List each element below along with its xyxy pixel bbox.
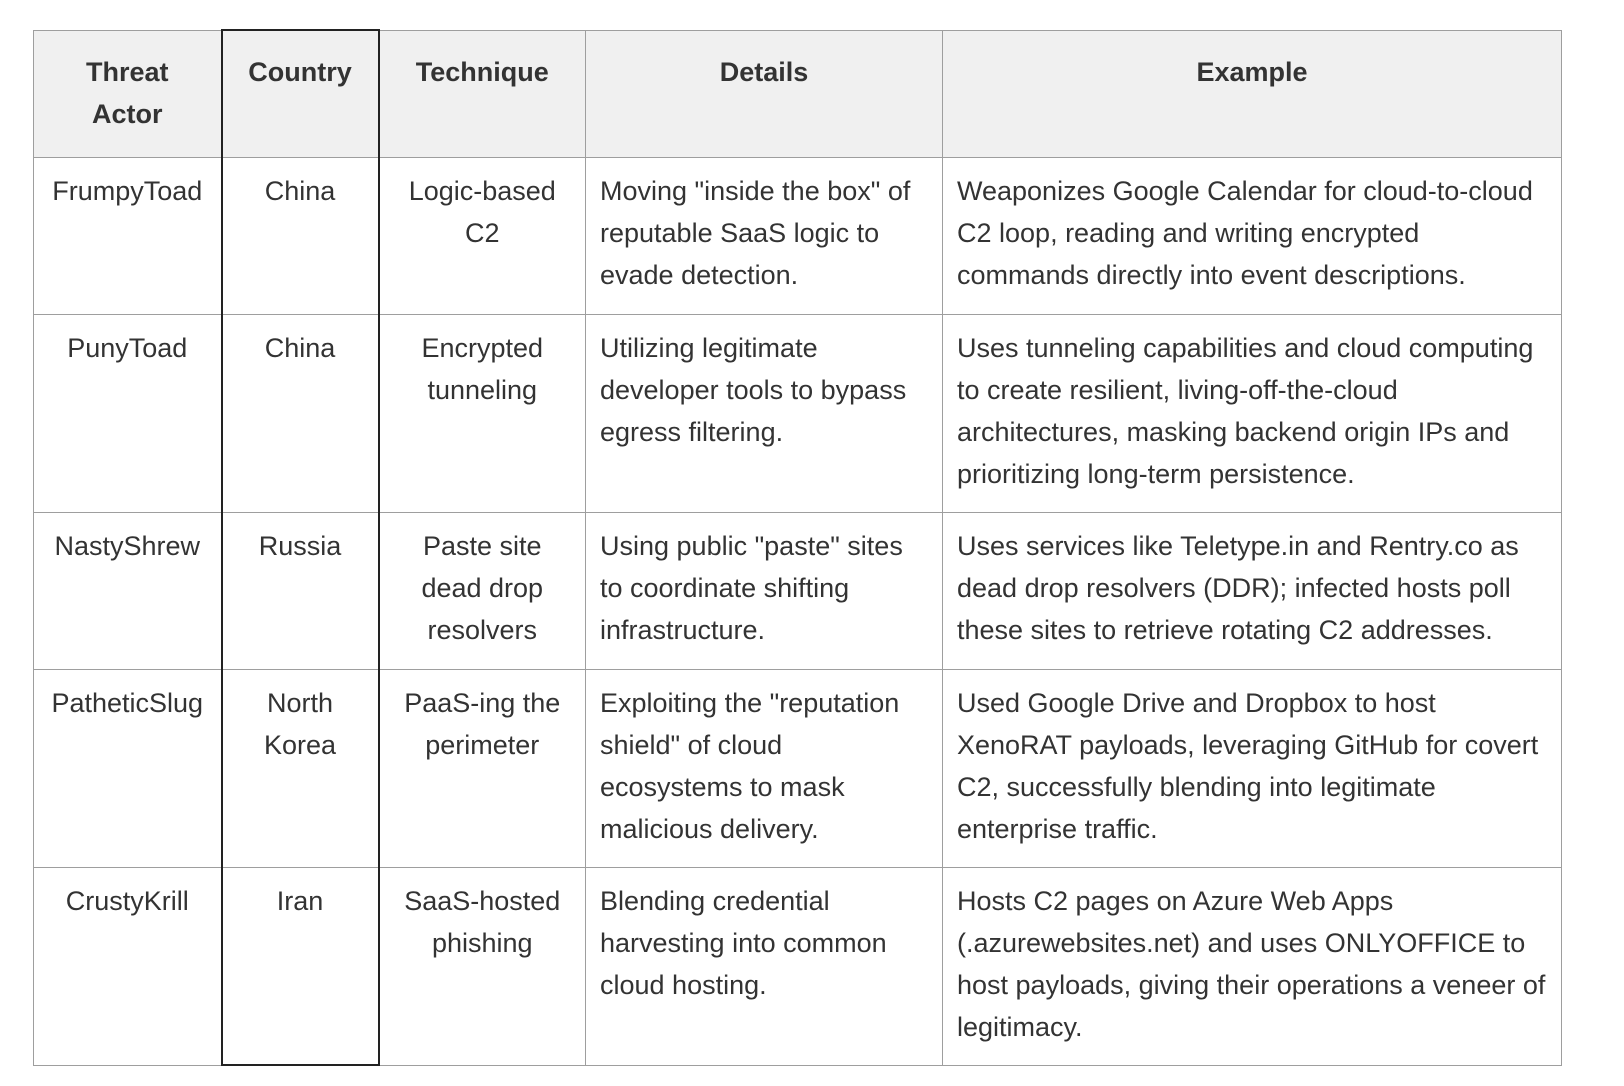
cell-threat-actor: PatheticSlug xyxy=(34,669,222,867)
header-country: Country xyxy=(222,30,379,157)
cell-country: China xyxy=(222,314,379,512)
cell-technique: PaaS-ing the perimeter xyxy=(379,669,586,867)
header-example: Example xyxy=(943,30,1562,157)
cell-threat-actor: NastyShrew xyxy=(34,512,222,669)
cell-example: Used Google Drive and Dropbox to host XenoRAT payloads, leveraging GitHub for covert C2, successfully blending into legitimate enterprise traffic. xyxy=(943,669,1562,867)
cell-example: Uses services like Teletype.in and Rentry.co as dead drop resolvers (DDR); infected hosts poll these sites to retrieve rotating C2 addresses. xyxy=(943,512,1562,669)
cell-country: China xyxy=(222,157,379,314)
cell-details: Blending credential harvesting into common cloud hosting. xyxy=(586,867,943,1065)
cell-example: Hosts C2 pages on Azure Web Apps (.azurewebsites.net) and uses ONLYOFFICE to host payloads, giving their operations a veneer of legitimacy. xyxy=(943,867,1562,1065)
table-header-row xyxy=(34,30,1562,157)
cell-country: Russia xyxy=(222,512,379,669)
cell-example: Weaponizes Google Calendar for cloud-to-cloud C2 loop, reading and writing encrypted commands directly into event descriptions. xyxy=(943,157,1562,314)
threat-actor-table-container xyxy=(33,29,1562,1066)
header-threat-actor: Threat Actor xyxy=(34,30,222,157)
table-row xyxy=(34,512,1562,669)
cell-technique: Logic-based C2 xyxy=(379,157,586,314)
cell-country: Iran xyxy=(222,867,379,1065)
cell-country: North Korea xyxy=(222,669,379,867)
cell-details: Moving "inside the box" of reputable SaaS logic to evade detection. xyxy=(586,157,943,314)
cell-threat-actor: CrustyKrill xyxy=(34,867,222,1065)
cell-technique: Paste site dead drop resolvers xyxy=(379,512,586,669)
cell-details: Exploiting the "reputation shield" of cloud ecosystems to mask malicious delivery. xyxy=(586,669,943,867)
threat-actor-table xyxy=(33,29,1562,1066)
cell-details: Using public "paste" sites to coordinate shifting infrastructure. xyxy=(586,512,943,669)
header-details: Details xyxy=(586,30,943,157)
cell-technique: SaaS-hosted phishing xyxy=(379,867,586,1065)
table-row xyxy=(34,867,1562,1065)
cell-example: Uses tunneling capabilities and cloud computing to create resilient, living-off-the-cloud architectures, masking backend origin IPs and prioritizing long-term persistence. xyxy=(943,314,1562,512)
table-row xyxy=(34,314,1562,512)
cell-threat-actor: FrumpyToad xyxy=(34,157,222,314)
cell-threat-actor: PunyToad xyxy=(34,314,222,512)
table-row xyxy=(34,669,1562,867)
cell-technique: Encrypted tunneling xyxy=(379,314,586,512)
header-technique: Technique xyxy=(379,30,586,157)
cell-details: Utilizing legitimate developer tools to bypass egress filtering. xyxy=(586,314,943,512)
table-row xyxy=(34,157,1562,314)
